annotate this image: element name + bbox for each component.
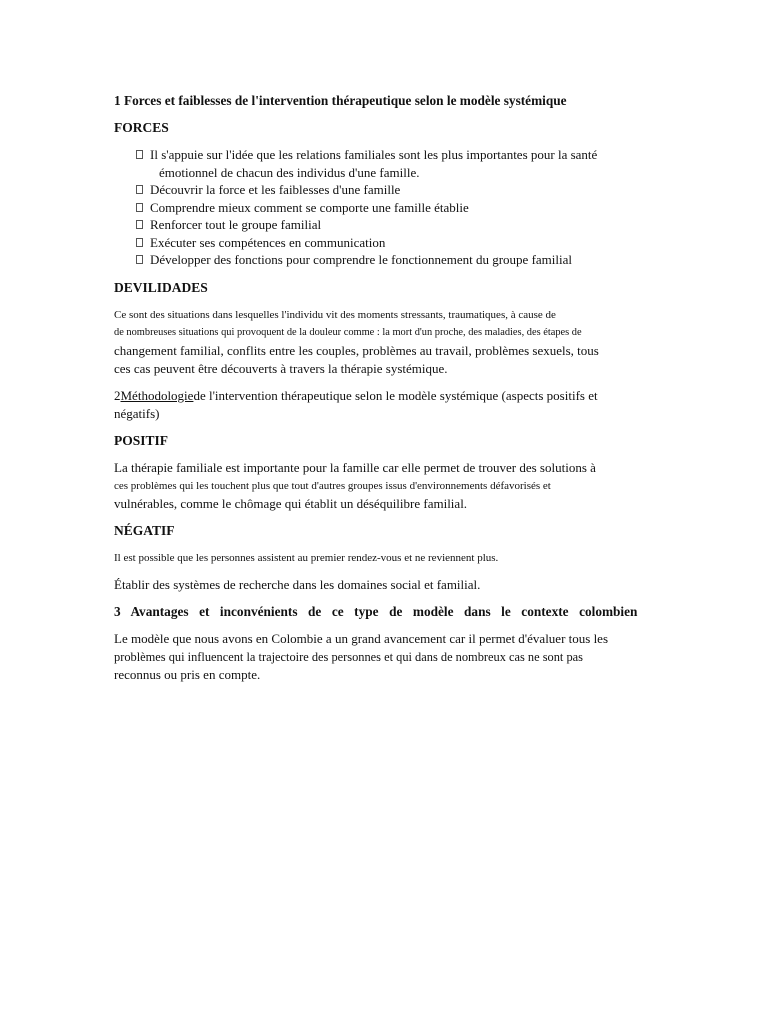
list-item: [136, 181, 634, 199]
list-item-text: Découvrir la force et les faiblesses d'une famille: [150, 182, 401, 197]
heading-section-2-line: [114, 387, 634, 405]
list-item-text: Développer des fonctions pour comprendre le fonctionnement du groupe familial: [150, 252, 573, 267]
negatif-title: NÉGATIF: [114, 522, 175, 538]
paragraph-line: ces problèmes qui les touchent plus que tout d'autres groupes issus d'environnements défavorisés et: [114, 479, 551, 492]
paragraph-line: Ce sont des situations dans lesquelles l'individu vit des moments stressants, traumatiques, à cause de: [114, 308, 556, 321]
list-item: [136, 216, 634, 234]
heading-text: de l'intervention thérapeutique selon le modèle systémique (aspects positifs et: [193, 387, 598, 403]
section-number: 2: [114, 387, 121, 403]
list-item-text: Il s'appuie sur l'idée que les relations familiales sont les plus importantes pour la santé: [150, 147, 598, 162]
paragraph-line: reconnus ou pris en compte.: [114, 666, 261, 682]
paragraph-line: ces cas peuvent être découverts à travers la thérapie systémique.: [114, 360, 448, 376]
paragraph-line: changement familial, conflits entre les couples, problèmes au travail, problèmes sexuels, tous: [114, 342, 599, 358]
document-body: [114, 92, 638, 693]
list-item-text: Comprendre mieux comment se comporte une famille établie: [150, 199, 469, 215]
bullet-box-icon: [136, 220, 143, 229]
bullet-box-icon: [136, 203, 143, 212]
heading-section-2: [114, 387, 634, 423]
bullet-box-icon: [136, 255, 143, 264]
underlined-word: Méthodologie: [120, 387, 194, 403]
positif-title: POSITIF: [114, 432, 169, 448]
colombie-paragraph: [114, 630, 634, 684]
paragraph-line: problèmes qui influencent la trajectoire des personnes et qui dans de nombreux cas ne sont pas: [114, 649, 583, 664]
forces-title: FORCES: [114, 120, 169, 135]
devilidades-title: DEVILIDADES: [114, 279, 208, 295]
list-item-text-continuation: émotionnel de chacun des individus d'une famille.: [159, 164, 420, 180]
bullet-box-icon: [136, 150, 143, 159]
paragraph-line: La thérapie familiale est importante pour la famille car elle permet de trouver des solutions à: [114, 459, 596, 475]
list-item: [136, 199, 634, 217]
list-item: [136, 234, 634, 252]
heading-text-continuation: négatifs): [114, 405, 160, 421]
devilidades-paragraph: [114, 306, 634, 378]
forces-list: [114, 146, 634, 269]
negatif-paragraph-1: Il est possible que les personnes assistent au premier rendez-vous et ne reviennent plus.: [114, 551, 499, 564]
list-item-text: Exécuter ses compétences en communication: [150, 234, 386, 250]
list-item: [136, 146, 634, 181]
positif-paragraph: [114, 459, 634, 513]
negatif-paragraph-2: Établir des systèmes de recherche dans les domaines social et familial.: [114, 576, 481, 592]
heading-section-3: 3 Avantages et inconvénients de ce type de modèle dans le contexte colombien: [114, 603, 638, 619]
paragraph-line: vulnérables, comme le chômage qui établit un déséquilibre familial.: [114, 495, 468, 511]
paragraph-line: Le modèle que nous avons en Colombie a un grand avancement car il permet d'évaluer tous les: [114, 630, 609, 646]
list-item-text: Renforcer tout le groupe familial: [150, 217, 322, 232]
paragraph-line: de nombreuses situations qui provoquent de la douleur comme : la mort d'un proche, des maladies, des étapes de: [114, 326, 582, 338]
bullet-box-icon: [136, 185, 143, 194]
bullet-box-icon: [136, 238, 143, 247]
list-item: [136, 251, 634, 269]
heading-section-1: 1 Forces et faiblesses de l'intervention thérapeutique selon le modèle systémique: [114, 93, 567, 108]
